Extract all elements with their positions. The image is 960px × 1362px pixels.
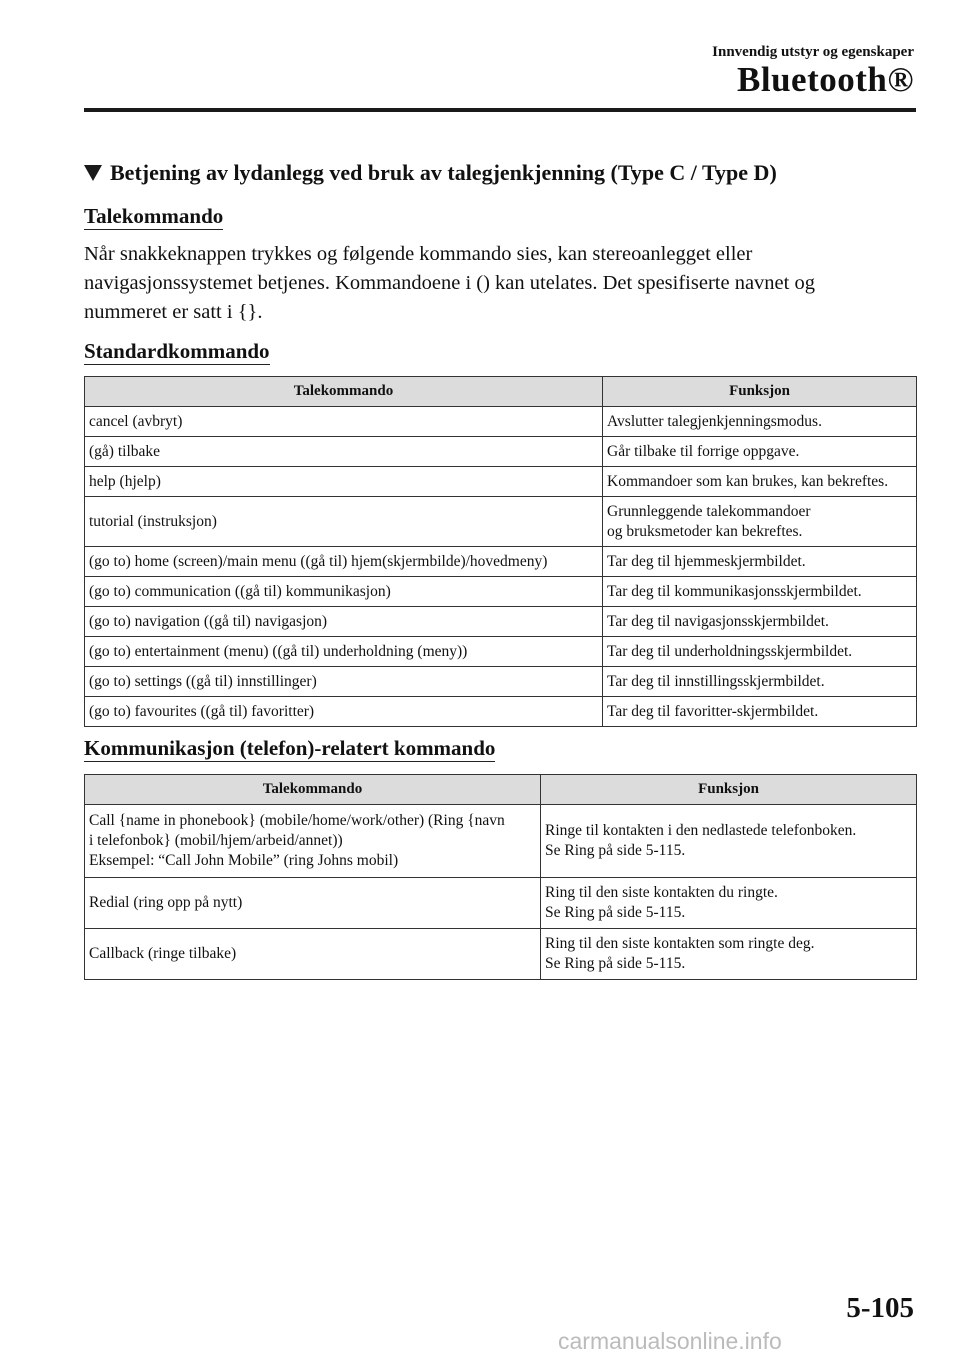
cell-line: Tar deg til navigasjonsskjermbildet.	[607, 612, 829, 630]
table-row	[85, 805, 917, 878]
cell-line: Tar deg til hjemmeskjermbildet.	[607, 552, 806, 570]
cell-line: Tar deg til innstillingsskjermbildet.	[607, 672, 825, 690]
column-header-function: Funksjon	[541, 775, 917, 805]
command-cell	[85, 878, 541, 929]
cell-line: tutorial (instruksjon)	[89, 512, 217, 530]
table-row	[85, 667, 917, 697]
command-cell	[85, 497, 603, 547]
function-cell	[603, 607, 917, 637]
section-heading-text: Betjening av lydanlegg ved bruk av talegjenkjenning (Type C / Type D)	[110, 160, 777, 185]
function-cell	[541, 805, 917, 878]
table-row	[85, 637, 917, 667]
cell-line: Ringe til kontakten i den nedlastede telefonboken.	[545, 822, 857, 839]
chapter-title: Bluetooth®	[737, 60, 914, 99]
table-row	[85, 607, 917, 637]
table-header-row	[85, 775, 917, 805]
command-cell	[85, 547, 603, 577]
function-cell	[603, 667, 917, 697]
cell-line: Eksempel: “Call John Mobile” (ring Johns mobil)	[89, 852, 399, 869]
cell-line: Kommandoer som kan brukes, kan bekreftes.	[607, 472, 889, 490]
table-header-row	[85, 377, 917, 407]
command-cell	[85, 667, 603, 697]
command-cell	[85, 637, 603, 667]
table-row	[85, 547, 917, 577]
cell-line: (go to) entertainment (menu) ((gå til) underholdning (meny))	[89, 642, 468, 660]
column-header-function: Funksjon	[603, 377, 917, 407]
watermark: carmanualsonline.info	[558, 1328, 782, 1354]
cell-line: Call {name in phonebook} (mobile/home/work/other) (Ring {navn	[89, 812, 505, 829]
column-header-command: Talekommando	[85, 775, 541, 805]
function-cell	[603, 467, 917, 497]
cell-line: Ring til den siste kontakten som ringte deg.	[545, 935, 815, 952]
cell-line: Se Ring på side 5-115.	[545, 904, 686, 921]
intro-line: navigasjonssystemet betjenes. Kommandoene i () kan utelates. Det spesifiserte navnet og	[84, 272, 815, 294]
command-cell	[85, 805, 541, 878]
cell-line: Tar deg til underholdningsskjermbildet.	[607, 642, 853, 660]
table-row	[85, 878, 917, 929]
subheading-talekommando: Talekommando	[84, 204, 224, 228]
function-cell	[603, 577, 917, 607]
cell-line: Avslutter talegjenkjenningsmodus.	[607, 412, 822, 430]
cell-line: Grunnleggende talekommandoer	[607, 502, 811, 520]
communication-commands-table	[84, 774, 917, 980]
command-cell	[85, 929, 541, 980]
cell-line: Går tilbake til forrige oppgave.	[607, 442, 800, 460]
cell-line: (go to) settings ((gå til) innstillinger)	[89, 672, 317, 690]
function-cell	[603, 407, 917, 437]
function-cell	[541, 878, 917, 929]
subheading-communication: Kommunikasjon (telefon)-relatert kommando	[84, 736, 496, 760]
command-cell	[85, 577, 603, 607]
cell-line: help (hjelp)	[89, 472, 161, 490]
function-cell	[603, 437, 917, 467]
table-row	[85, 437, 917, 467]
table-row	[85, 577, 917, 607]
intro-paragraph	[84, 240, 924, 327]
command-cell	[85, 607, 603, 637]
page-number: 5-105	[846, 1292, 914, 1324]
cell-line: Tar deg til favoritter-skjermbildet.	[607, 702, 819, 720]
section-heading	[84, 160, 777, 186]
cell-line: Se Ring på side 5-115.	[545, 955, 686, 972]
command-cell	[85, 437, 603, 467]
cell-line: i telefonbok} (mobil/hjem/arbeid/annet))	[89, 832, 343, 849]
table-row	[85, 407, 917, 437]
table-row	[85, 467, 917, 497]
cell-line: (go to) communication ((gå til) kommunikasjon)	[89, 582, 391, 600]
command-cell	[85, 697, 603, 727]
header-rule	[84, 108, 916, 112]
cell-line: (go to) home (screen)/main menu ((gå til) hjem(skjermbilde)/hovedmeny)	[89, 552, 548, 570]
table-row	[85, 497, 917, 547]
cell-line: Tar deg til kommunikasjonsskjermbildet.	[607, 582, 862, 600]
standard-commands-table	[84, 376, 917, 727]
cell-line: Se Ring på side 5-115.	[545, 842, 686, 859]
cell-line: (go to) navigation ((gå til) navigasjon)	[89, 612, 328, 630]
cell-line: og bruksmetoder kan bekreftes.	[607, 522, 803, 540]
triangle-bullet-icon	[84, 165, 102, 181]
function-cell	[603, 697, 917, 727]
function-cell	[603, 547, 917, 577]
function-cell	[541, 929, 917, 980]
command-cell	[85, 467, 603, 497]
subheading-standard: Standardkommando	[84, 339, 270, 363]
cell-line: Ring til den siste kontakten du ringte.	[545, 884, 778, 901]
command-cell	[85, 407, 603, 437]
cell-line: (gå) tilbake	[89, 442, 161, 460]
table-row	[85, 929, 917, 980]
chapter-subtitle: Innvendig utstyr og egenskaper	[712, 44, 914, 60]
cell-line: Redial (ring opp på nytt)	[89, 894, 243, 911]
function-cell	[603, 637, 917, 667]
intro-line: nummeret er satt i {}.	[84, 301, 263, 323]
function-cell	[603, 497, 917, 547]
intro-line: Når snakkeknappen trykkes og følgende kommando sies, kan stereoanlegget eller	[84, 243, 753, 265]
cell-line: (go to) favourites ((gå til) favoritter)	[89, 702, 315, 720]
cell-line: Callback (ringe tilbake)	[89, 945, 237, 962]
cell-line: cancel (avbryt)	[89, 412, 183, 430]
column-header-command: Talekommando	[85, 377, 603, 407]
table-row	[85, 697, 917, 727]
